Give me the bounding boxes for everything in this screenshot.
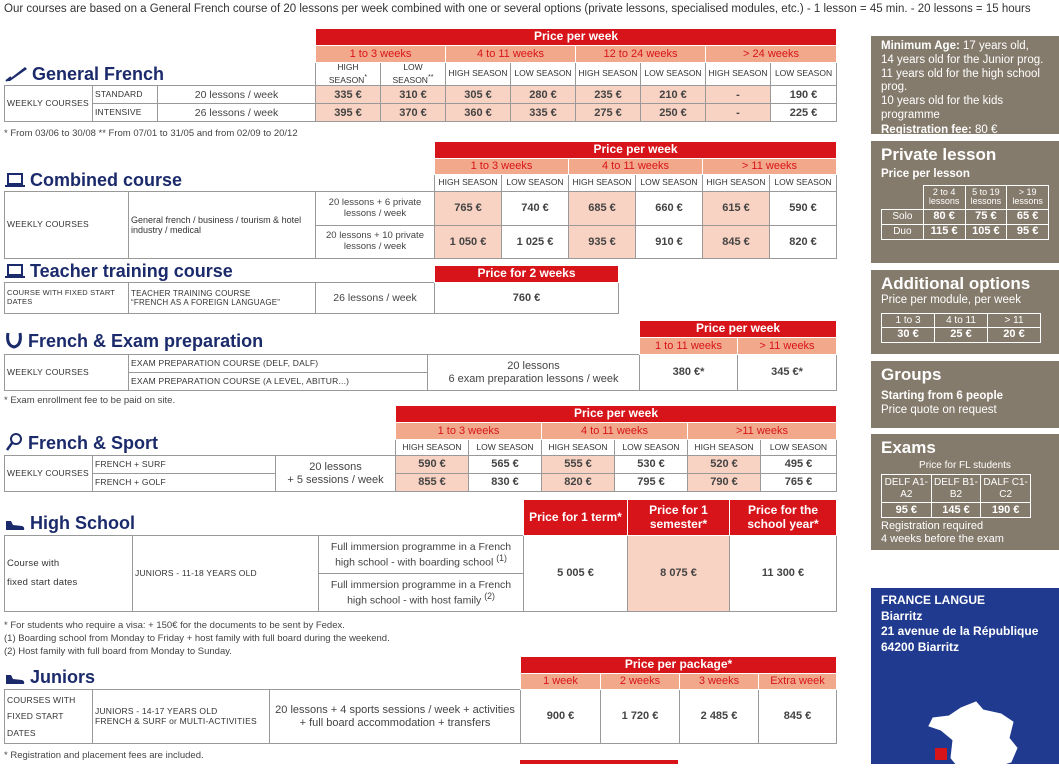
options-table: 1 to 3 4 to 11 > 11 30 € 25 € 20 € [881, 313, 1041, 343]
price-per-week-header: Price per week [396, 406, 837, 423]
french-sport-table [4, 405, 837, 492]
lessons-cell: 26 lessons / week [316, 283, 435, 314]
season-header: LOW SEASON [641, 63, 706, 86]
table-row [5, 86, 837, 104]
price-cell: 660 € [636, 192, 703, 226]
intro-text: Our courses are based on a General French course of 20 lessons per week combined with one or several options (private lessons, specialised modules, etc.) - 1 lesson = 45 min. - 20 lessons = 15 hours [4, 3, 1031, 15]
season-header: HIGH SEASON [703, 175, 770, 192]
price-cell: 395 € [316, 104, 381, 122]
lessons-cell: 20 lessons / week [158, 86, 316, 104]
price-cell: 845 € [759, 690, 837, 744]
price-cell: 235 € [576, 86, 641, 104]
season-header: HIGH SEASON [396, 440, 469, 456]
year-header: Price for the school year* [730, 500, 837, 536]
school-address-box [871, 588, 1059, 764]
price-cell: 820 € [770, 226, 837, 259]
weekly-courses-label: WEEKLY COURSES [5, 355, 129, 391]
high-school-table [4, 499, 837, 612]
price-header: Price for 2 weeks [435, 266, 619, 283]
lessons-cell: 20 lessons + 10 private lessons / week [316, 226, 435, 259]
price-cell: 5 005 € [524, 536, 628, 612]
season-header: HIGH SEASON [569, 175, 636, 192]
price-cell: 795 € [615, 474, 688, 492]
price-cell: 495 € [761, 456, 837, 474]
price-cell: - [706, 86, 771, 104]
exam-note: * Exam enrollment fee to be paid on site. [4, 395, 176, 406]
price-cell: - [706, 104, 771, 122]
lessons-cell: 20 lessons + 6 private lessons / week [316, 192, 435, 226]
program-cell: Full immersion programme in a French high school - with boarding school $^{(1)}$ [319, 536, 524, 574]
teacher-training-title: Teacher training course [5, 261, 233, 282]
lessons-cell: 20 lessons + 5 sessions / week [276, 456, 396, 492]
juniors-note: * Registration and placement fees are included. [4, 750, 204, 761]
price-cell: 190 € [771, 86, 837, 104]
price-cell: 830 € [469, 474, 542, 492]
high-school-notes: * For students who require a visa: + 150€ for the documents to be sent by Fedex. (1) Boarding school from Monday to Friday + host family with full board during the weekend. (2) Host family with full board from Monday to Sunday. [4, 620, 390, 657]
price-cell: 590 € [396, 456, 469, 474]
season-header: LOW SEASON [761, 440, 837, 456]
table-row [5, 690, 837, 744]
price-cell: 280 € [511, 86, 576, 104]
school-address: 21 avenue de la République [881, 624, 1039, 639]
table-row [5, 104, 837, 122]
age-label: JUNIORS - 11-18 YEARS OLD [133, 536, 319, 612]
table-row [5, 474, 837, 492]
lessons-cell: 20 lessons 6 exam preparation lessons / week [428, 355, 640, 391]
price-cell: 685 € [569, 192, 636, 226]
season-header: HIGH SEASON [706, 63, 771, 86]
price-cell: 765 € [761, 474, 837, 492]
france-map-icon [921, 700, 1041, 770]
price-per-package-header: Price per package* [521, 657, 837, 674]
term-header: Price for 1 term* [524, 500, 628, 536]
price-per-week-header: Price per week [316, 29, 837, 46]
price-cell: 555 € [542, 456, 615, 474]
weekly-courses-label: WEEKLY COURSES [5, 456, 93, 492]
price-cell: 935 € [569, 226, 636, 259]
price-cell: 310 € [381, 86, 446, 104]
table-row [5, 536, 837, 574]
weekly-courses-label: WEEKLY COURSES [5, 86, 93, 122]
price-cell: 8 075 € [628, 536, 730, 612]
price-cell: 345 €* [738, 355, 837, 391]
season-header: LOW SEASON [770, 175, 837, 192]
school-name: FRANCE LANGUE [881, 593, 985, 607]
course-description: General french / business / tourism & hotel industry / medical [129, 192, 316, 259]
program-cell: 20 lessons + 4 sports sessions / week + activities + full board accommodation + transfers [270, 690, 521, 744]
season-header: LOW SEASON** [381, 63, 446, 86]
course-name: INTENSIVE [93, 104, 158, 122]
additional-options-box: Additional options Price per module, per week 1 to 3 4 to 11 > 11 30 € 25 € 20 € [871, 270, 1059, 354]
price-cell: 11 300 € [730, 536, 837, 612]
exam-preparation-title: French & Exam preparation [5, 331, 263, 352]
price-cell: 820 € [542, 474, 615, 492]
exam-preparation-table [4, 320, 837, 391]
price-cell: 275 € [576, 104, 641, 122]
semester-header: Price for 1 semester* [628, 500, 730, 536]
price-per-week-header: Price per week [640, 321, 837, 338]
price-cell: 590 € [770, 192, 837, 226]
price-cell: 615 € [703, 192, 770, 226]
course-name: FRENCH + SURF [93, 456, 276, 474]
next-header-edge [520, 760, 678, 764]
period-header: 4 to 11 weeks [569, 159, 703, 175]
min-age-box: Minimum Age: 17 years old, 14 years old for the Junior prog. 11 years old for the high school prog. 10 years old for the kids programme Registration fee: 80 € [871, 36, 1059, 134]
period-header: > 24 weeks [706, 46, 837, 63]
exams-box: Exams Price for FL students DELF A1-A2 DELF B1-B2 DALF C1-C2 95 € 145 € 190 € Registration required 4 weeks before the exam [871, 434, 1059, 550]
season-header: LOW SEASON [502, 175, 569, 192]
period-header: 3 weeks [680, 674, 759, 690]
price-cell: 210 € [641, 86, 706, 104]
school-city: Biarritz [881, 608, 923, 623]
period-header: > 11 weeks [703, 159, 837, 175]
price-cell: 2 485 € [680, 690, 759, 744]
private-lesson-table: 2 to 4 lessons 5 to 19 lessons > 19 lessons Solo 80 € 75 € 65 € Duo 115 € 105 € 95 € [881, 185, 1049, 240]
general-french-title: General French [5, 64, 164, 85]
course-label: Course with fixed start dates [5, 536, 133, 612]
season-header: LOW SEASON [511, 63, 576, 86]
season-header: LOW SEASON [469, 440, 542, 456]
price-cell: 1 025 € [502, 226, 569, 259]
price-cell: 370 € [381, 104, 446, 122]
period-header: 1 to 11 weeks [640, 338, 738, 355]
price-cell: 305 € [446, 86, 511, 104]
period-header: > 11 weeks [738, 338, 837, 355]
general-french-table [4, 28, 837, 122]
price-cell: 1 050 € [435, 226, 502, 259]
price-cell: 1 720 € [601, 690, 680, 744]
price-cell: 380 €* [640, 355, 738, 391]
combined-course-table [4, 141, 837, 259]
table-row [5, 355, 837, 373]
course-name: STANDARD [93, 86, 158, 104]
program-cell: Full immersion programme in a French high school - with host family $^{(2)}$ [319, 574, 524, 612]
course-label: COURSES WITH FIXED START DATES [5, 690, 93, 744]
price-cell: 520 € [688, 456, 761, 474]
course-label: COURSE WITH FIXED START DATES [5, 283, 129, 314]
price-cell: 565 € [469, 456, 542, 474]
weekly-courses-label: WEEKLY COURSES [5, 192, 129, 259]
price-cell: 250 € [641, 104, 706, 122]
season-header: LOW SEASON [615, 440, 688, 456]
period-header: 2 weeks [601, 674, 680, 690]
juniors-table [4, 656, 837, 744]
general-note: * From 03/06 to 30/08 ** From 07/01 to 31/05 and from 02/09 to 20/12 [4, 128, 298, 139]
season-header: HIGH SEASON [542, 440, 615, 456]
season-header: HIGH SEASON [435, 175, 502, 192]
high-school-title: High School [5, 513, 135, 534]
course-description: JUNIORS - 14-17 YEARS OLD FRENCH & SURF or MULTI-ACTIVITIES [93, 690, 270, 744]
period-header: 4 to 11 weeks [542, 423, 688, 440]
combined-course-title: Combined course [5, 170, 182, 191]
price-per-week-header: Price per week [435, 142, 837, 159]
season-header: HIGH SEASON [576, 63, 641, 86]
table-row [5, 456, 837, 474]
lessons-cell: 26 lessons / week [158, 104, 316, 122]
price-cell: 335 € [511, 104, 576, 122]
period-header: 12 to 24 weeks [576, 46, 706, 63]
season-header: HIGH SEASON [446, 63, 511, 86]
private-lesson-box: Private lesson Price per lesson 2 to 4 lessons 5 to 19 lessons > 19 lessons Solo 80 € 75 € 65 € Duo 115 € 105 € 95 € [871, 141, 1059, 263]
price-cell: 530 € [615, 456, 688, 474]
price-cell: 855 € [396, 474, 469, 492]
course-name: EXAM PREPARATION COURSE (A LEVEL, ABITUR...) [129, 373, 428, 391]
period-header: 1 to 3 weeks [435, 159, 569, 175]
french-sport-title: French & Sport [5, 433, 158, 454]
period-header: Extra week [759, 674, 837, 690]
period-header: >11 weeks [688, 423, 837, 440]
course-description: TEACHER TRAINING COURSE “FRENCH AS A FOREIGN LANGUAGE” [129, 283, 316, 314]
groups-box: Groups Starting from 6 people Price quote on request [871, 361, 1059, 428]
price-cell: 910 € [636, 226, 703, 259]
price-cell: 760 € [435, 283, 619, 314]
price-cell: 225 € [771, 104, 837, 122]
juniors-title: Juniors [5, 667, 95, 688]
teacher-training-table [4, 265, 619, 314]
price-cell: 900 € [521, 690, 601, 744]
period-header: 1 to 3 weeks [316, 46, 446, 63]
price-cell: 845 € [703, 226, 770, 259]
price-cell: 360 € [446, 104, 511, 122]
period-header: 1 to 3 weeks [396, 423, 542, 440]
period-header: 4 to 11 weeks [446, 46, 576, 63]
season-header: LOW SEASON [771, 63, 837, 86]
season-header: LOW SEASON [636, 175, 703, 192]
course-name: FRENCH + GOLF [93, 474, 276, 492]
period-header: 1 week [521, 674, 601, 690]
course-name: EXAM PREPARATION COURSE (DELF, DALF) [129, 355, 428, 373]
table-row [5, 283, 619, 314]
season-header: HIGH SEASON* [316, 63, 381, 86]
price-cell: 740 € [502, 192, 569, 226]
price-cell: 790 € [688, 474, 761, 492]
season-header: HIGH SEASON [688, 440, 761, 456]
price-cell: 765 € [435, 192, 502, 226]
school-zip: 64200 Biarritz [881, 639, 960, 654]
table-row [5, 192, 837, 226]
exams-table: DELF A1-A2 DELF B1-B2 DALF C1-C2 95 € 145 € 190 € [881, 474, 1031, 518]
price-cell: 335 € [316, 86, 381, 104]
